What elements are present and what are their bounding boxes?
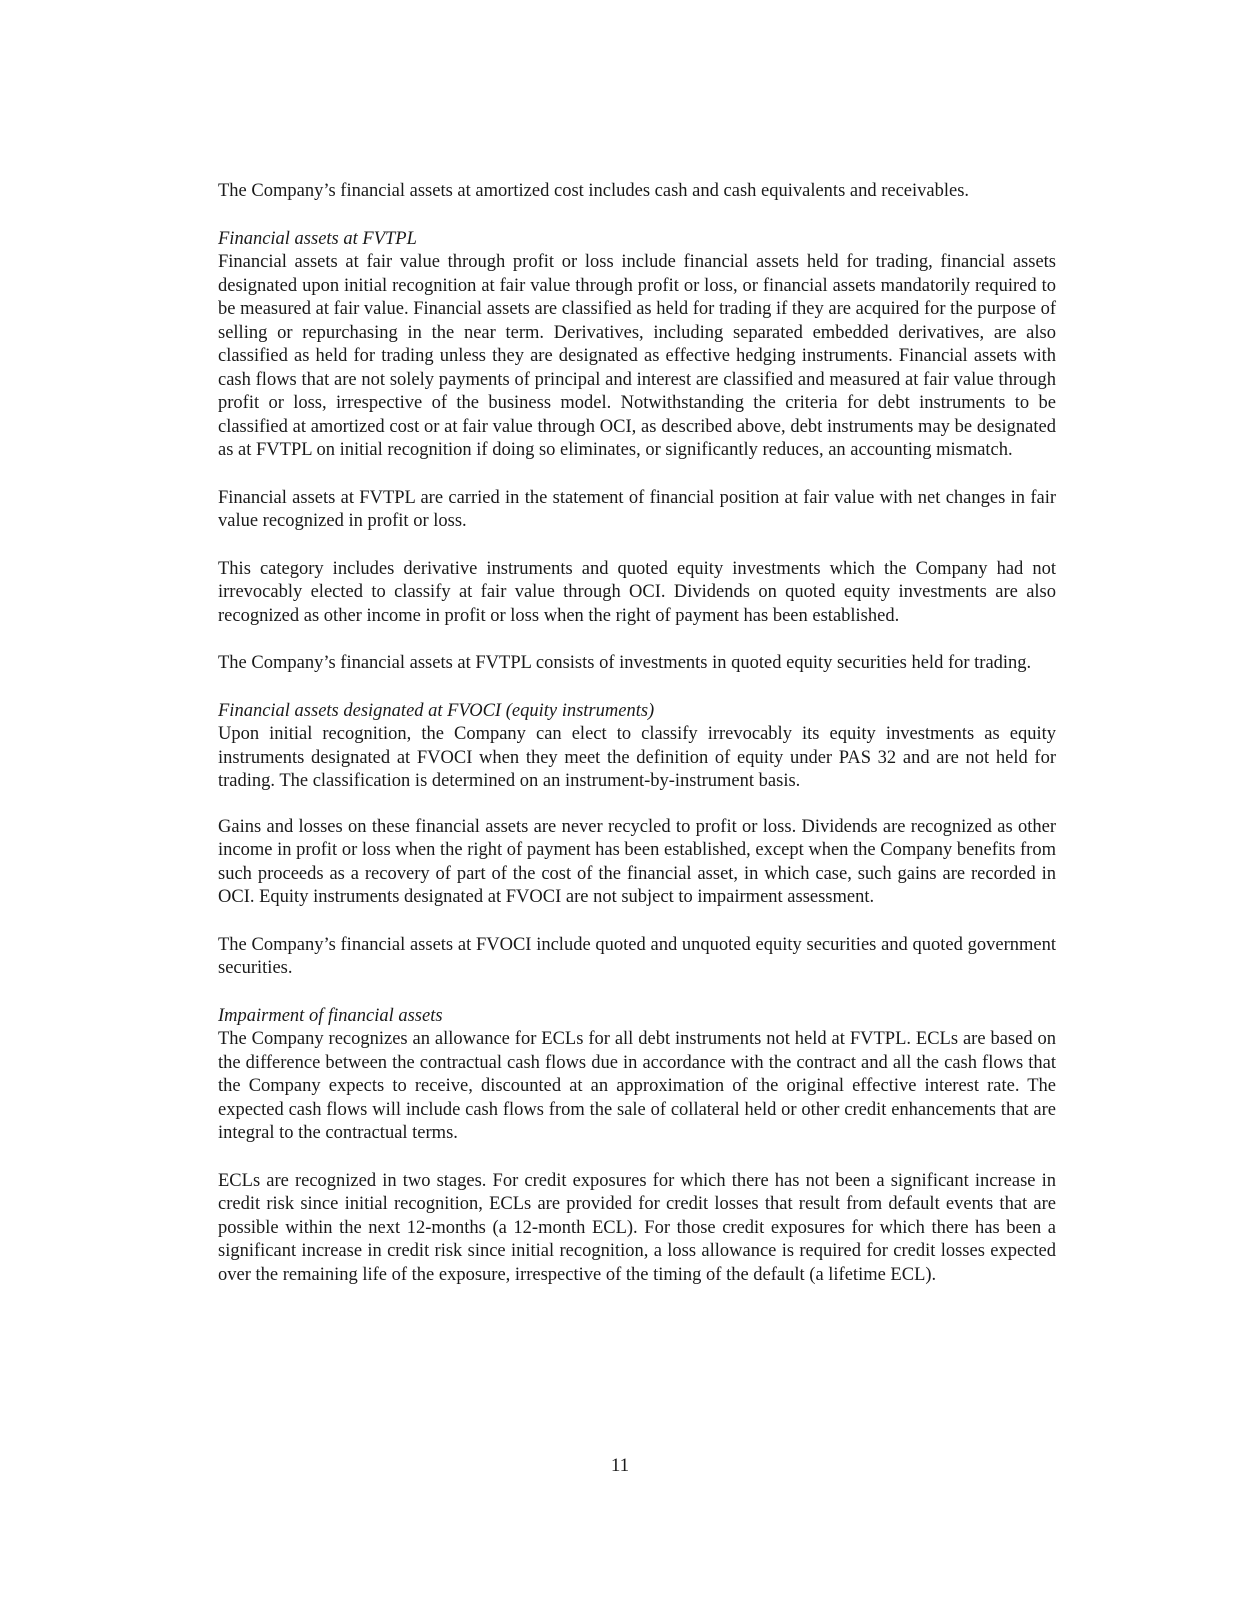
fvoci-paragraph-3: The Company’s financial assets at FVOCI include quoted and unquoted equity securities and quoted government securities. [218,934,1056,978]
fvtpl-paragraph-2: Financial assets at FVTPL are carried in the statement of financial position at fair value with net changes in fair value recognized in profit or loss. [218,487,1056,531]
impairment-paragraph-2: ECLs are recognized in two stages. For credit exposures for which there has not been a significant increase in credit risk since initial recognition, ECLs are provided for credit losses that result from default events that are possible within the next 12-months (a 12-month ECL). For those credit exposures for which there has been a significant increase in credit risk since initial recognition, a loss allowance is required for credit losses expected over the remaining life of the exposure, irrespective of the timing of the default (a lifetime ECL). [218,1170,1056,1285]
section-heading-fvtpl: Financial assets at FVTPL [218,228,417,249]
document-body [218,180,1056,1287]
fvtpl-paragraph-4: The Company’s financial assets at FVTPL consists of investments in quoted equity securities held for trading. [218,653,1032,673]
page-number: 11 [610,1455,630,1476]
fvoci-paragraph-1: Upon initial recognition, the Company can elect to classify irrevocably its equity investments as equity instruments designated at FVOCI when they meet the definition of equity under PAS 32 and are not held for trading. The classification is determined on an instrument-by-instrument basis. [218,724,1056,791]
section-heading-impairment: Impairment of financial assets [218,1005,443,1026]
fvoci-paragraph-2: Gains and losses on these financial assets are never recycled to profit or loss. Dividends are recognized as other income in profit or loss when the right of payment has been established, except when the Company benefits from such proceeds as a recovery of part of the cost of the financial asset, in which case, such gains are recorded in OCI. Equity instruments designated at FVOCI are not subject to impairment assessment. [218,816,1056,907]
impairment-paragraph-1: The Company recognizes an allowance for ECLs for all debt instruments not held at FVTPL. ECLs are based on the difference between the contractual cash flows due in accordance with the contract and all the cash flows that the Company expects to receive, discounted at an approximation of the original effective interest rate. The expected cash flows will include cash flows from the sale of collateral held or other credit enhancements that are integral to the contractual terms. [218,1029,1056,1143]
section-heading-fvoci: Financial assets designated at FVOCI (equity instruments) [218,700,655,721]
intro-paragraph: The Company’s financial assets at amortized cost includes cash and cash equivalents and receivables. [218,181,970,201]
fvtpl-paragraph-3: This category includes derivative instruments and quoted equity investments which the Company had not irrevocably elected to classify at fair value through OCI. Dividends on quoted equity investments are also recognized as other income in profit or loss when the right of payment has been established. [218,558,1056,626]
fvtpl-paragraph-1: Financial assets at fair value through profit or loss include financial assets held for trading, financial assets designated upon initial recognition at fair value through profit or loss, or financial assets mandatorily required to be measured at fair value. Financial assets are classified as held for trading if they are acquired for the purpose of selling or repurchasing in the near term. Derivatives, including separated embedded derivatives, are also classified as held for trading unless they are designated as effective hedging instruments. Financial assets with cash flows that are not solely payments of principal and interest are classified and measured at fair value through profit or loss, irrespective of the business model. Notwithstanding the criteria for debt instruments to be classified at amortized cost or at fair value through OCI, as described above, debt instruments may be designated as at FVTPL on initial recognition if doing so eliminates, or significantly reduces, an accounting mismatch. [218,252,1056,460]
